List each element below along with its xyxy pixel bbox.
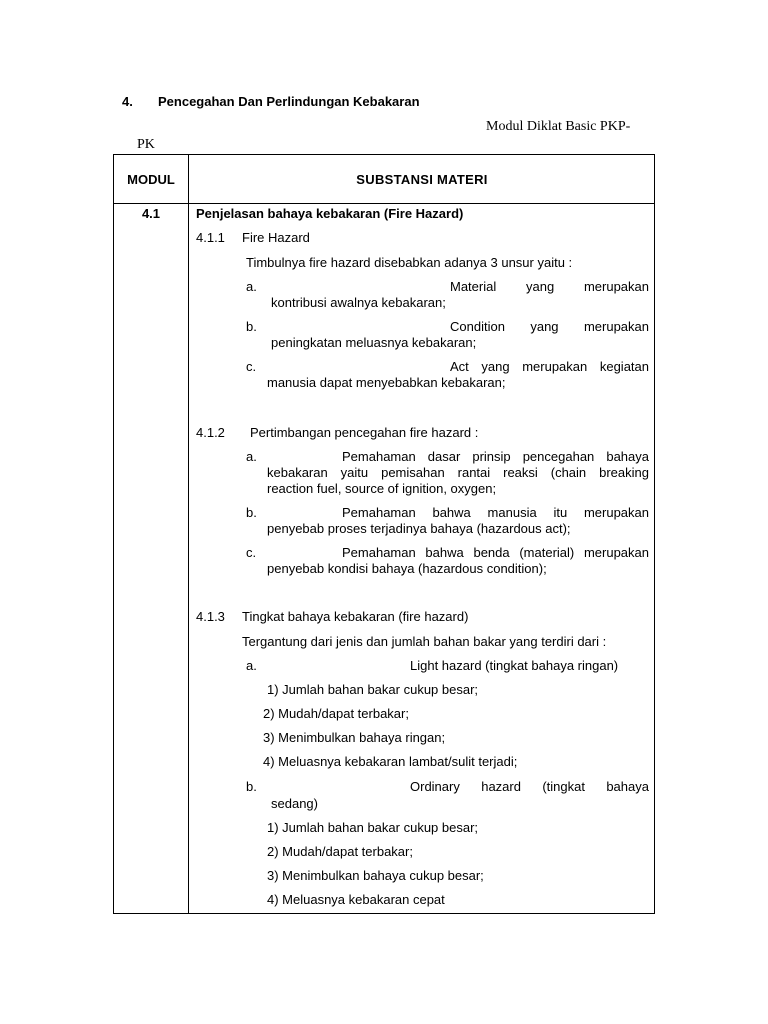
row-number: 4.1 (141, 206, 161, 221)
list-item: 2) Mudah/dapat terbakar; (263, 706, 409, 721)
item-letter: b. (246, 779, 257, 794)
module-label-wrap: PK (137, 137, 155, 152)
subsection-title: Fire Hazard (242, 230, 310, 245)
item-line: Pemahaman dasar prinsip pencegahan bahaya (342, 449, 649, 464)
header-modul: MODUL (127, 172, 175, 187)
item-letter: c. (246, 545, 257, 560)
list-item: 2) Mudah/dapat terbakar; (267, 844, 413, 859)
item-letter: c. (246, 359, 257, 374)
section-title: Pencegahan Dan Perlindungan Kebakaran (158, 94, 420, 109)
item-line (450, 279, 649, 295)
materials-table (113, 154, 655, 914)
item-word: Condition (450, 319, 505, 334)
item-letter: a. (246, 279, 257, 294)
list-item: 1) Jumlah bahan bakar cukup besar; (267, 820, 479, 835)
item-line: kontribusi awalnya kebakaran; (271, 295, 446, 310)
subsection-title: Pertimbangan pencegahan fire hazard : (250, 425, 479, 440)
item-letter: b. (246, 319, 257, 334)
item-letter: a. (246, 658, 257, 673)
list-item: 3) Menimbulkan bahaya ringan; (263, 730, 446, 745)
item-word: yang (530, 319, 559, 334)
list-item: 1) Jumlah bahan bakar cukup besar; (267, 682, 479, 697)
section-number: 4. (122, 94, 133, 109)
column-divider (188, 155, 189, 913)
subsection-title: Tingkat bahaya kebakaran (fire hazard) (242, 609, 469, 624)
item-line (450, 319, 649, 335)
item-title (410, 779, 649, 795)
subsection-intro: Tergantung dari jenis dan jumlah bahan bakar yang terdiri dari : (242, 634, 607, 649)
item-letter: a. (246, 449, 257, 464)
item-line: Pemahaman bahwa manusia itu merupakan (342, 505, 649, 520)
list-item: 4) Meluasnya kebakaran lambat/sulit terjadi; (263, 754, 518, 769)
item-title: Light hazard (tingkat bahaya ringan) (410, 658, 619, 673)
subsection-number: 4.1.3 (196, 609, 225, 624)
item-line: Pemahaman bahwa benda (material) merupakan (342, 545, 649, 560)
list-item: 4) Meluasnya kebakaran cepat (267, 892, 445, 907)
item-line: Act yang merupakan kegiatan (450, 359, 649, 374)
item-line: reaction fuel, source of ignition, oxygen; (267, 481, 497, 496)
item-word: yang (526, 279, 555, 294)
item-line: kebakaran yaitu pemisahan rantai reaksi (chain breaking (267, 465, 649, 480)
subsection-number: 4.1.2 (196, 425, 225, 440)
subsection-number: 4.1.1 (196, 230, 225, 245)
module-label: Modul Diklat Basic PKP- (486, 119, 631, 134)
header-substansi: SUBSTANSI MATERI (356, 172, 488, 187)
item-word: Ordinary (410, 779, 460, 794)
item-word: hazard (481, 779, 521, 794)
item-line: penyebab kondisi bahaya (hazardous condition); (267, 561, 547, 576)
item-word: (tingkat (542, 779, 585, 794)
item-word: bahaya (606, 779, 649, 794)
item-word: merupakan (583, 319, 649, 334)
header-divider (114, 203, 654, 204)
item-line: manusia dapat menyebabkan kebakaran; (267, 375, 506, 390)
item-line: penyebab proses terjadinya bahaya (hazardous act); (267, 521, 571, 536)
item-word: merupakan (583, 279, 649, 294)
item-word: Material (450, 279, 497, 294)
row-title: Penjelasan bahaya kebakaran (Fire Hazard) (196, 206, 464, 221)
item-letter: b. (246, 505, 257, 520)
item-title-wrap: sedang) (271, 796, 318, 811)
list-item: 3) Menimbulkan bahaya cukup besar; (267, 868, 484, 883)
item-line: peningkatan meluasnya kebakaran; (271, 335, 477, 350)
subsection-intro: Timbulnya fire hazard disebabkan adanya 3 unsur yaitu : (246, 255, 573, 270)
